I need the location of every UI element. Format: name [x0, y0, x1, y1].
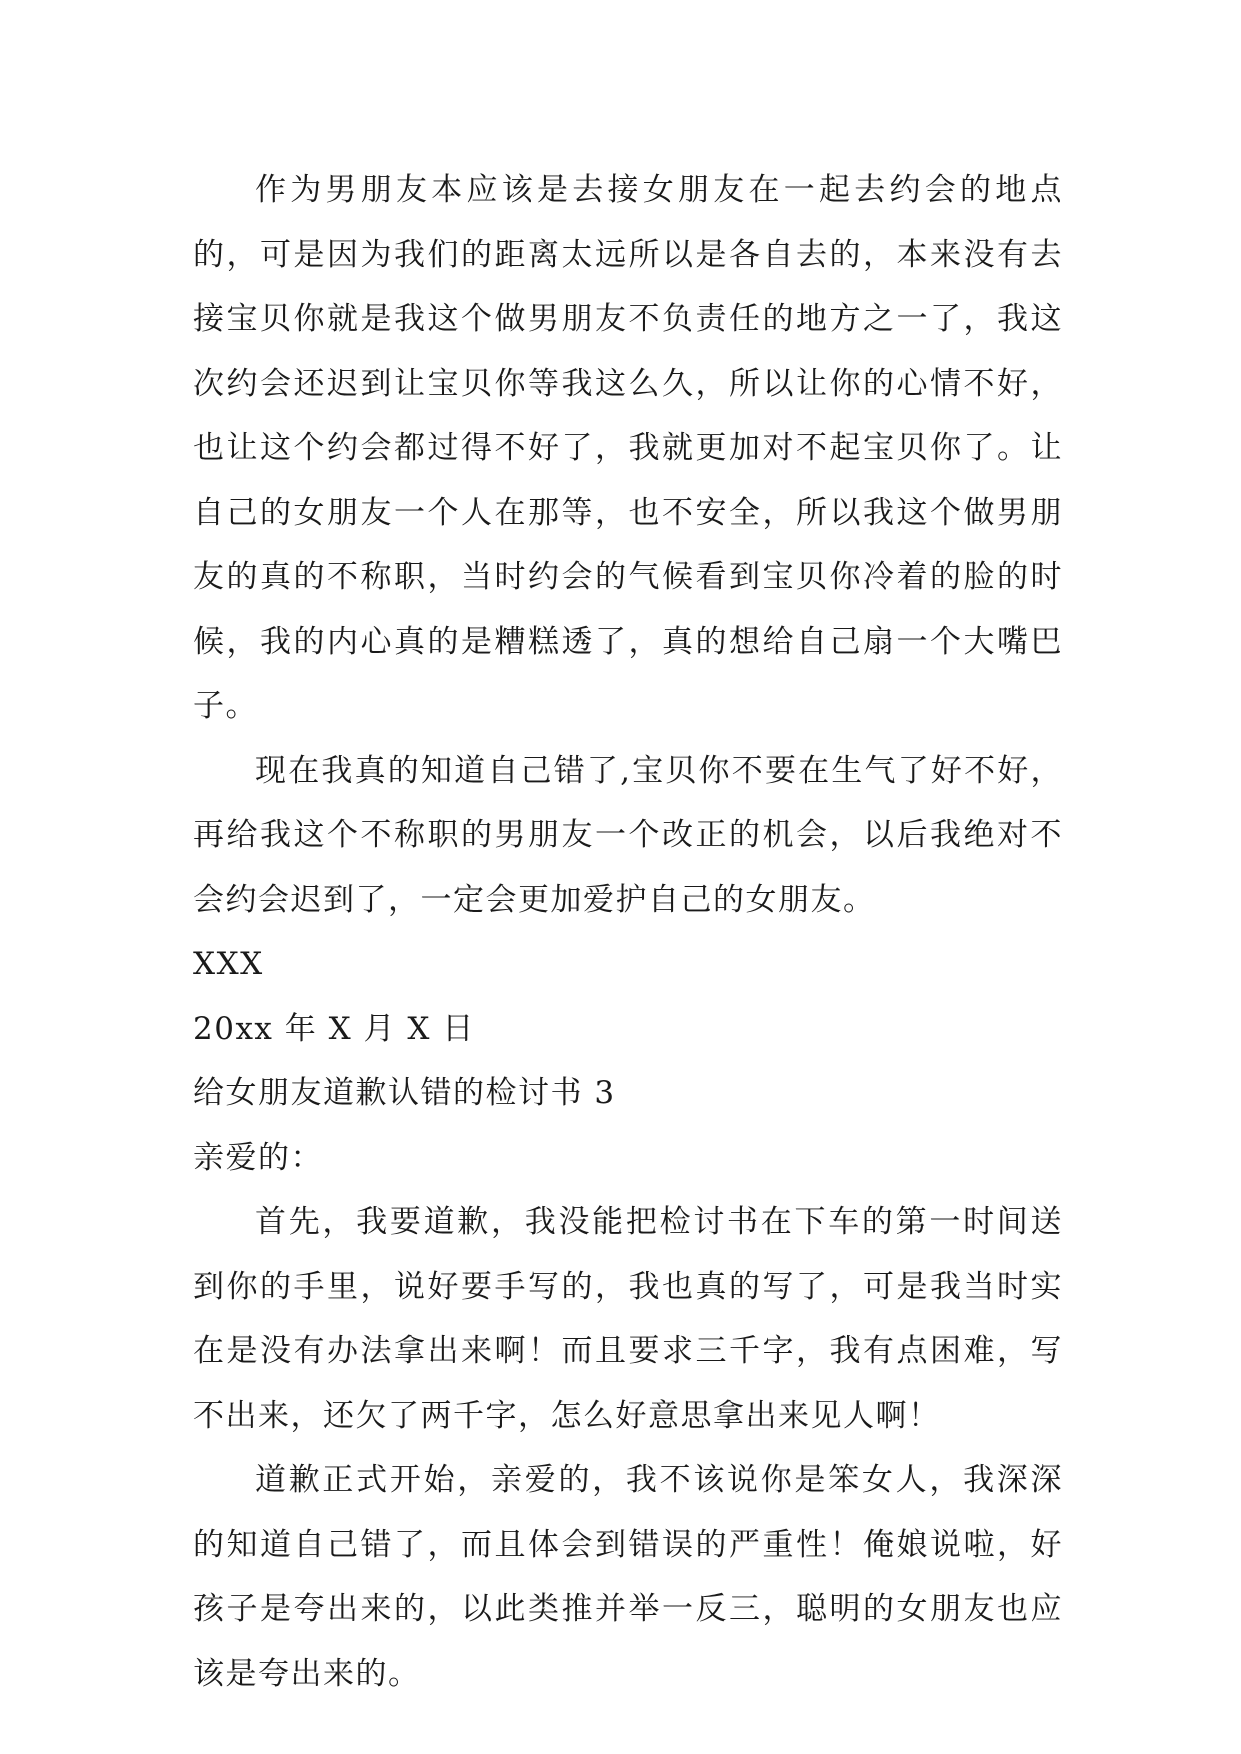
- body-paragraph: 道歉正式开始，亲爱的，我不该说你是笨女人，我深深的知道自己错了，而且体会到错误的严重性！俺娘说啦，好孩子是夸出来的，以此类推并举一反三，聪明的女朋友也应该是夸出来的。: [193, 1462, 1063, 1692]
- document-body: [193, 158, 1063, 1706]
- signature: XXX: [193, 946, 264, 982]
- salutation: 亲爱的：: [193, 1139, 323, 1176]
- section-title: 给女朋友道歉认错的检讨书 3: [193, 1075, 616, 1111]
- body-paragraph: 作为男朋友本应该是去接女朋友在一起去约会的地点的，可是因为我们的距离太远所以是各自去的，本来没有去接宝贝你就是我这个做男朋友不负责任的地方之一了，我这次约会还迟到让宝贝你等我这么久，所以让你的心情不好，也让这个约会都过得不好了，我就更加对不起宝贝你了。让自己的女朋友一个人在那等，也不安全，所以我这个做男朋友的真的不称职，当时约会的气候看到宝贝你冷着的脸的时候，我的内心真的是糟糕透了，真的想给自己扇一个大嘴巴子。: [193, 172, 1063, 724]
- date-line: 20xx 年 X 月 X 日: [193, 1010, 475, 1047]
- body-paragraph: 首先，我要道歉，我没能把检讨书在下车的第一时间送到你的手里，说好要手写的，我也真的写了，可是我当时实在是没有办法拿出来啊！而且要求三千字，我有点困难，写不出来，还欠了两千字，怎么好意思拿出来见人啊！: [193, 1204, 1063, 1434]
- body-paragraph: 现在我真的知道自己错了,宝贝你不要在生气了好不好，再给我这个不称职的男朋友一个改正的机会，以后我绝对不会约会迟到了，一定会更加爱护自己的女朋友。: [193, 752, 1063, 918]
